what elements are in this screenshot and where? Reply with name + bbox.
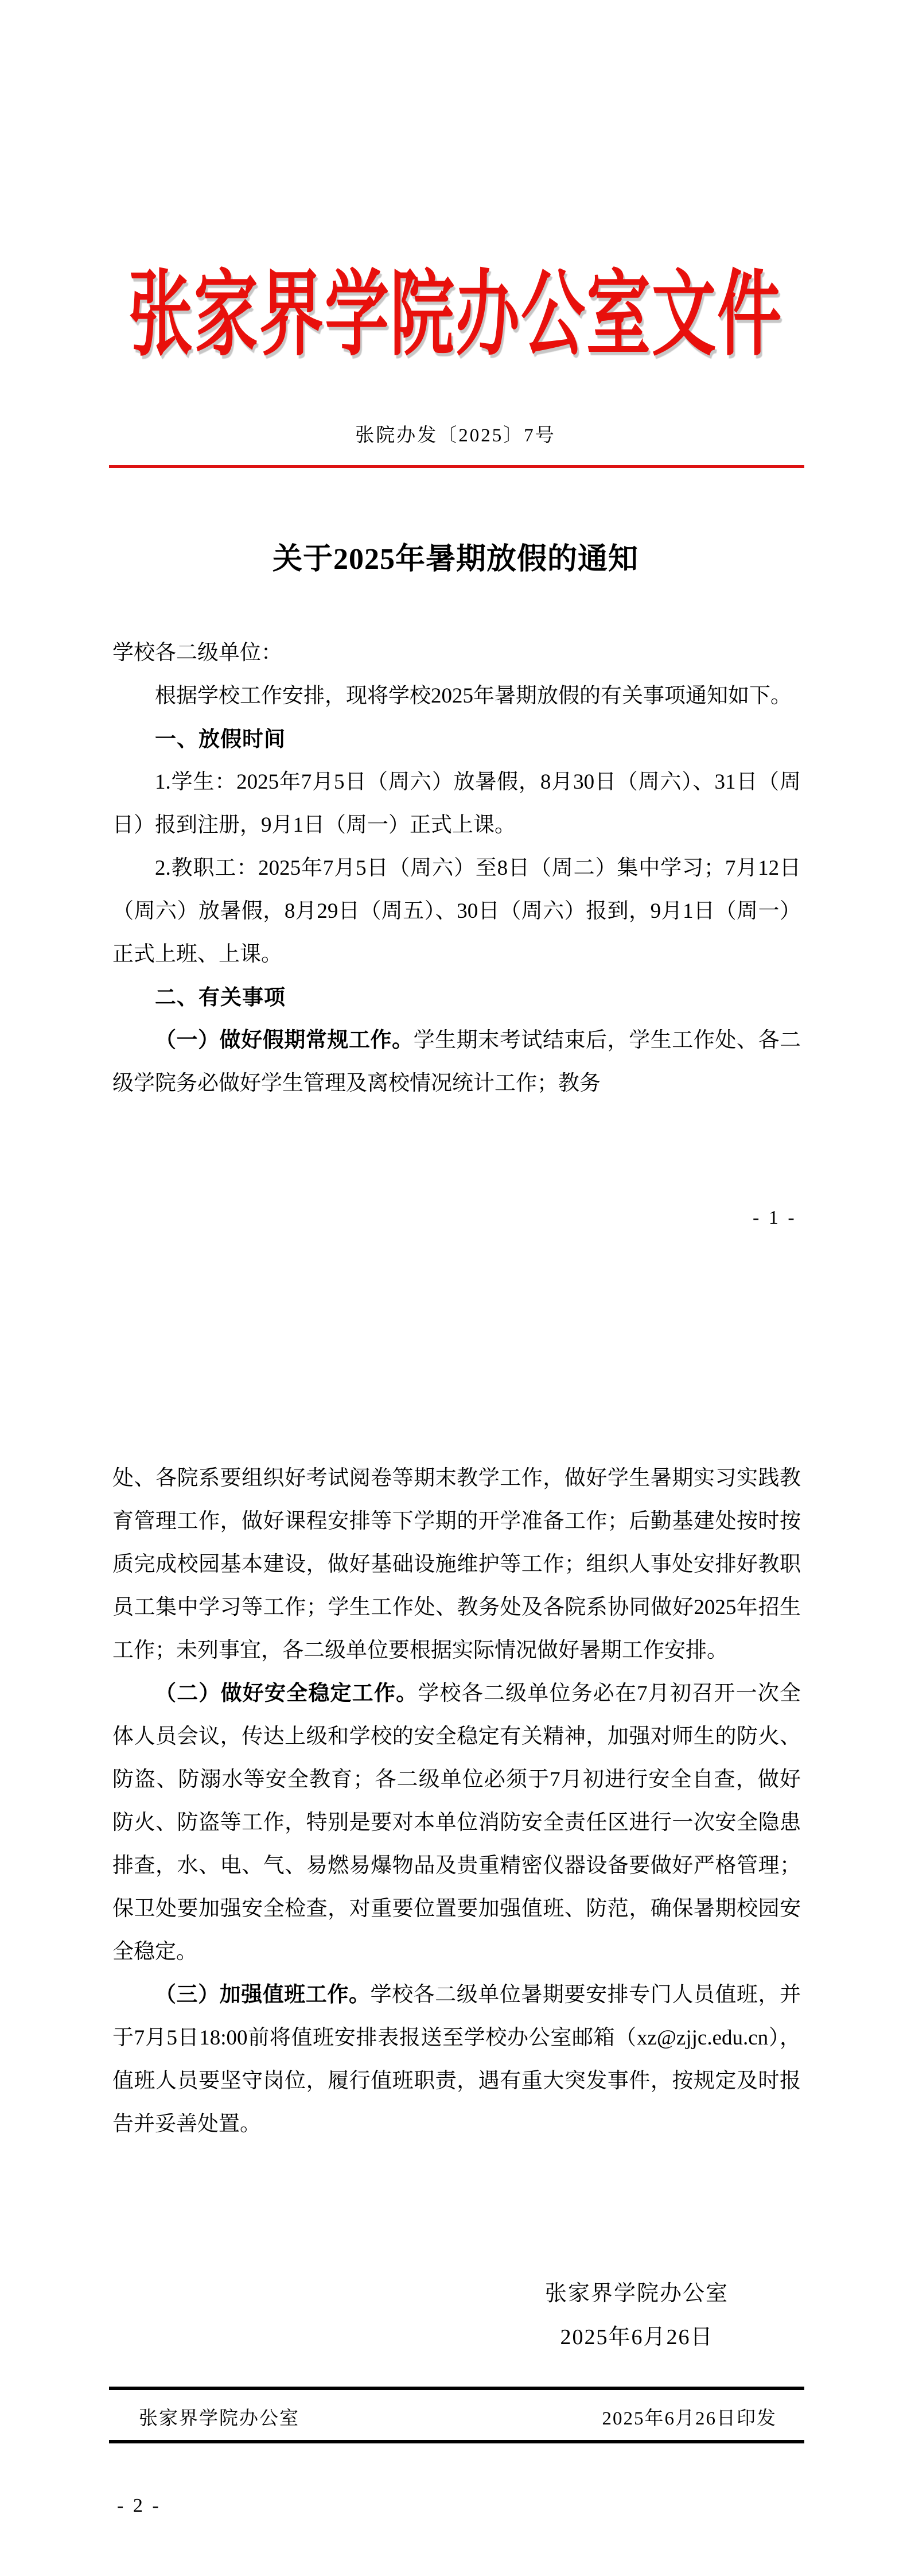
paragraph-duty-work (112, 1973, 801, 2146)
footer-rule-bottom (109, 2440, 804, 2443)
notice-title: 关于2025年暑期放假的通知 (272, 543, 639, 576)
document-number: 张院办发〔2025〕7号 (355, 425, 556, 446)
section-heading-holiday-time: 一、放假时间 (155, 727, 286, 751)
salutation: 学校各二级单位： (112, 641, 282, 665)
signature-date: 2025年6月26日 (560, 2325, 714, 2349)
paragraph-routine-work-continued: 处、各院系要组织好考试阅卷等期末教学工作，做好学生暑期实习实践教育管理工作，做好课程安排等下学期的开学准备工作；后勤基建处按时按质完成校园基本建设，做好基础设施维护等工作；组织人事处安排好教职员工集中学习等工作；学生工作处、教务处及各院系协同做好2025年招生工作；未列事宜，各二级单位要根据实际情况做好暑期工作安排。 (112, 1467, 801, 1662)
intro-paragraph: 根据学校工作安排，现将学校2025年暑期放假的有关事项通知如下。 (155, 684, 792, 708)
paragraph-lead: （三）加强值班工作。 (155, 1983, 371, 2007)
page-number-2: - 2 - (117, 2495, 161, 2516)
body-page-2 (112, 1457, 801, 2146)
paragraph-routine-work (112, 1019, 801, 1105)
body-page-1 (112, 631, 801, 1105)
paragraph-text: 学校各二级单位暑期要安排专门人员值班，并于7月5日18:00前将值班安排表报送至学校办公室邮箱（xz@zjjc.edu.cn），值班人员要坚守岗位，履行值班职责，遇有重大突发事件，按规定及时报告并妥善处置。 (112, 1983, 801, 2136)
paragraph-lead: （一）做好假期常规工作。 (155, 1029, 414, 1052)
item-students: 1.学生：2025年7月5日（周六）放暑假，8月30日（周六）、31日（周日）报到注册，9月1日（周一）正式上课。 (112, 770, 801, 837)
section-heading-related-matters: 二、有关事项 (155, 986, 286, 1009)
footer-print-date: 2025年6月26日印发 (602, 2408, 777, 2429)
page-number-1: - 1 - (753, 1207, 797, 1228)
paragraph-text: 学校各二级单位务必在7月初召开一次全体人员会议，传达上级和学校的安全稳定有关精神，加强对师生的防火、防盗、防溺水等安全教育；各二级单位必须于7月初进行安全自查，做好防火、防盗等工作，特别是要对本单位消防安全责任区进行一次安全隐患排查，水、电、气、易燃易爆物品及贵重精密仪器设备要做好严格管理；保卫处要加强安全检查，对重要位置要加强值班、防范，确保暑期校园安全稳定。 (112, 1682, 801, 1964)
footer-rule-top (109, 2387, 804, 2390)
signature-org: 张家界学院办公室 (544, 2282, 729, 2306)
footer-row (109, 2406, 804, 2431)
letterhead-title: 张家界学院办公室文件 (129, 264, 782, 367)
item-staff: 2.教职工：2025年7月5日（周六）至8日（周二）集中学习；7月12日（周六）放暑假，8月29日（周五）、30日（周六）报到，9月1日（周一）正式上班、上课。 (112, 856, 801, 966)
signature-block (545, 2272, 729, 2359)
paragraph-text: 学生期末考试结束后，学生工作处、各二级学院务必做好学生管理及离校情况统计工作；教务 (112, 1029, 801, 1095)
footer-issuer: 张家界学院办公室 (139, 2408, 299, 2429)
letterhead-red-rule (109, 465, 804, 468)
paragraph-lead: （二）做好安全稳定工作。 (155, 1682, 418, 1705)
paragraph-safety-stability (112, 1672, 801, 1973)
